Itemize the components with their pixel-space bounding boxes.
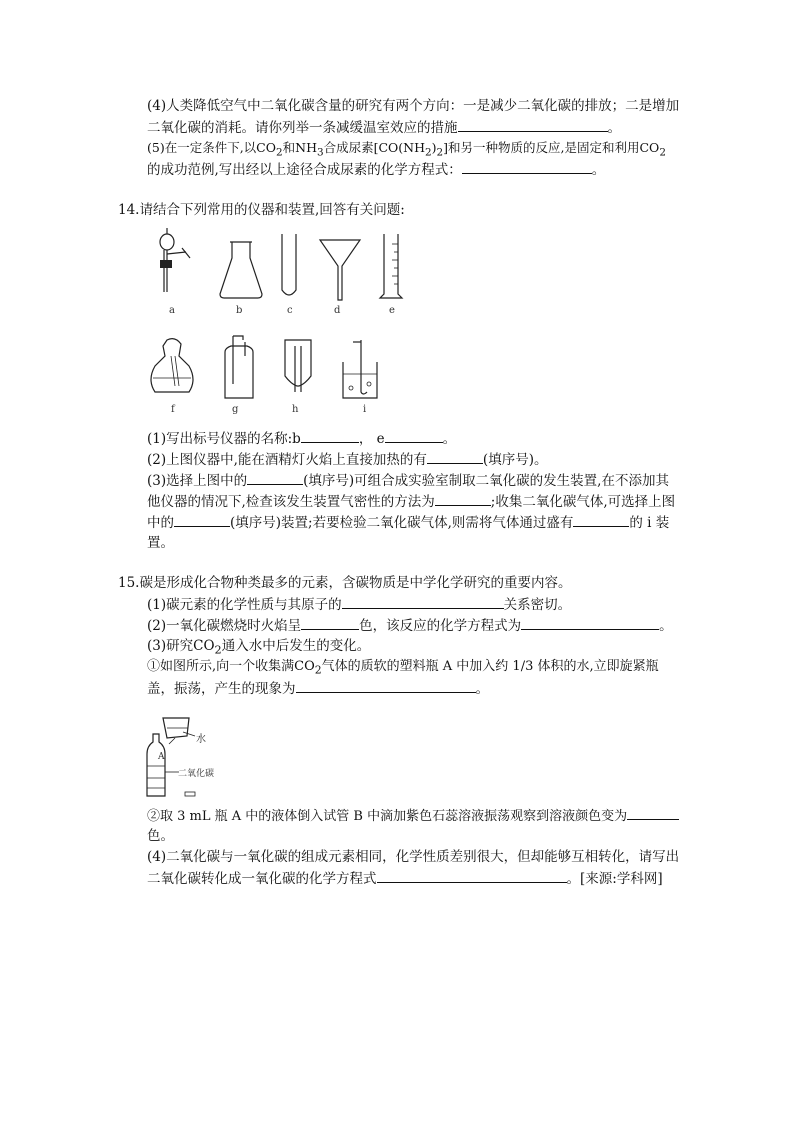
test-tube-icon: [282, 234, 296, 295]
answer-blank[interactable]: [435, 491, 491, 506]
q15-sub4-line2: 二氧化碳转化成一氧化碳的化学方程式 。[来源:学科网]: [147, 868, 663, 889]
q14-sub2: (2)上图仪器中,能在酒精灯火焰上直接加热的有 (填序号)。: [147, 449, 547, 470]
q15-step1-line1: ①如图所示,向一个收集满$CO_2$气体的质软的塑料瓶 A 中加入约 1/3 体积的水,立即旋紧瓶: [147, 659, 659, 677]
q15-step1-line2: 盖，振荡，产生的现象为 。: [147, 678, 489, 699]
measuring-cylinder-icon: [380, 234, 402, 298]
q14-sub3-line3: 中的 (填序号)装置;若要检验二氧化碳气体,则需将气体通过盛有 的 i 装: [147, 512, 669, 533]
figure-label-a: A: [158, 752, 165, 762]
label-f: f: [171, 404, 175, 415]
q13-part5-line1: (5)在一定条件下,以$CO_2$和$NH_3$合成尿素$[CO(NH_2)_2]$和另一种物质的反应,是固定和利用$CO_2$: [147, 140, 666, 159]
q15-sub4-line1: (4)二氧化碳与一氧化碳的组成元素相同，化学性质差别很大，但却能够互相转化，请写出: [147, 849, 680, 865]
q15-sub3: (3)研究$CO_2$通入水中后发生的变化。: [147, 638, 371, 657]
funnel-icon: [320, 240, 360, 300]
label-e: e: [389, 305, 395, 316]
q13-part5-line2: 的成功范例,写出经以上途径合成尿素的化学方程式： 。: [147, 159, 605, 180]
q14-title: 14.请结合下列常用的仪器和装置,回答有关问题:: [118, 202, 405, 218]
q14-sub1: (1)写出标号仪器的名称:b ， e 。: [147, 428, 456, 449]
conical-flask-icon: [220, 242, 262, 298]
separatory-funnel-icon: [160, 228, 190, 292]
answer-blank[interactable]: [427, 449, 483, 464]
gas-bottle-icon: [225, 336, 253, 398]
answer-blank[interactable]: [296, 678, 476, 693]
q15-title: 15.碳是形成化合物种类最多的元素，含碳物质是中学化学研究的重要内容。: [118, 575, 572, 591]
answer-blank[interactable]: [377, 868, 567, 883]
label-b: b: [236, 305, 243, 316]
answer-blank[interactable]: [301, 428, 359, 443]
bottle-figure: [145, 716, 225, 800]
beaker-pouring-icon: [163, 718, 189, 744]
q15-sub2: (2)一氧化碳燃烧时火焰呈 色，该反应的化学方程式为 。: [147, 615, 673, 636]
figure-label-water: 水: [196, 734, 206, 745]
answer-blank[interactable]: [301, 615, 359, 630]
label-c: c: [287, 305, 293, 316]
figure-label-co2: 二氧化碳: [178, 769, 215, 779]
alcohol-lamp-icon: [151, 339, 193, 392]
label-d: d: [334, 305, 341, 316]
apparatus-row1: [150, 228, 410, 308]
label-g: g: [232, 404, 239, 415]
q14-sub3-line1: (3)选择上图中的 (填序号)可组合成实验室制取二氧化碳的发生装置,在不添加其: [147, 470, 669, 491]
inverted-bottle-icon: [285, 340, 311, 392]
plastic-bottle-icon: [147, 734, 165, 796]
answer-blank[interactable]: [627, 805, 679, 820]
beaker-tube-icon: [343, 340, 377, 398]
label-i: i: [363, 404, 367, 415]
q14-sub3-line4: 置。: [147, 535, 174, 551]
answer-blank[interactable]: [573, 512, 629, 527]
q13-part4-line2: 二氧化碳的消耗。请你列举一条减缓温室效应的措施 。: [147, 117, 621, 138]
q15-step2-line1: ②取 3 mL 瓶 A 中的液体倒入试管 B 中滴加紫色石蕊溶液振荡观察到溶液颜色变为: [147, 805, 679, 827]
answer-blank[interactable]: [458, 117, 608, 132]
answer-blank[interactable]: [521, 615, 659, 630]
label-a: a: [169, 305, 175, 316]
q15-sub1: (1)碳元素的化学性质与其原子的 关系密切。: [147, 594, 571, 615]
answer-blank[interactable]: [247, 470, 303, 485]
answer-blank[interactable]: [342, 594, 504, 609]
q14-sub3-line2: 他仪器的情况下,检查该发生装置气密性的方法为 ;收集二氧化碳气体,可选择上图: [147, 491, 675, 512]
label-h: h: [292, 404, 299, 415]
apparatus-row2: [145, 336, 385, 406]
answer-blank[interactable]: [174, 512, 230, 527]
q15-step2-line2: 色。: [147, 828, 174, 844]
q13-part4-line1: (4)人类降低空气中二氧化碳含量的研究有两个方向：一是减少二氧化碳的排放；二是增加: [147, 98, 680, 114]
answer-blank[interactable]: [462, 159, 592, 174]
answer-blank[interactable]: [385, 428, 443, 443]
